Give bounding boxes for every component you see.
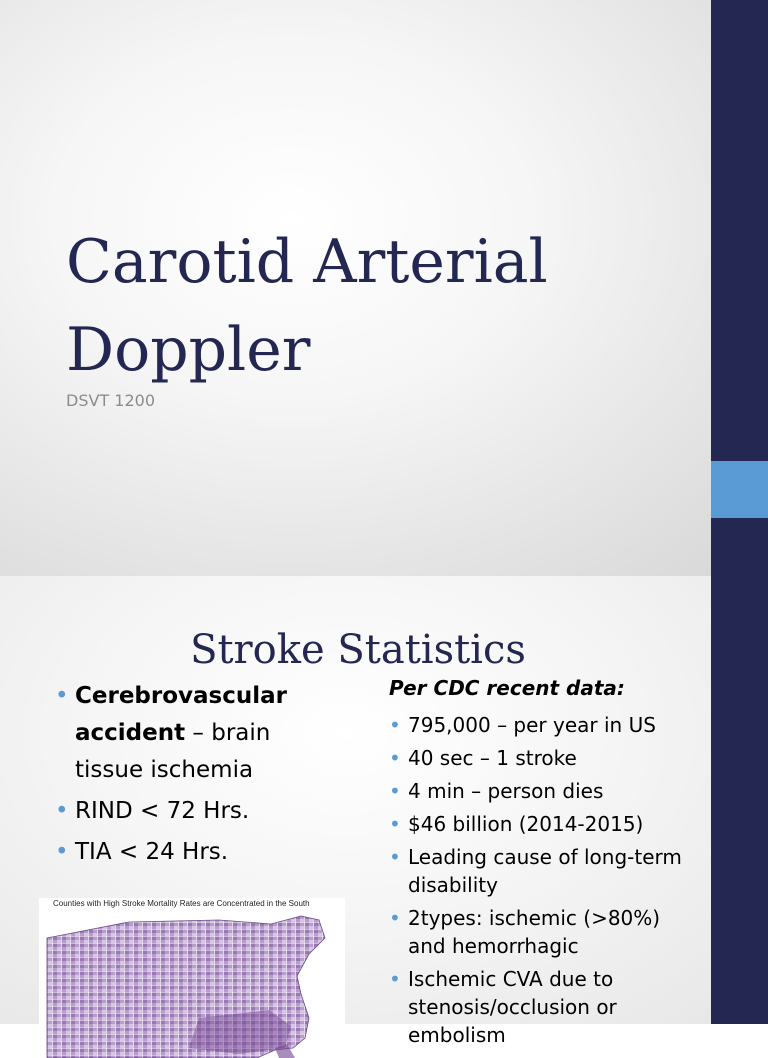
cdc-label: Per CDC recent data:	[389, 676, 625, 700]
bullet-cva	[55, 678, 315, 789]
bullet-stat: • Ischemic CVA due to stenosis/occlusion or embolism	[389, 965, 689, 1049]
us-map-image	[39, 898, 345, 1058]
stroke-mortality-map	[39, 898, 345, 1058]
cva-term: Cerebrovascular accident	[75, 683, 287, 746]
right-bullet-list	[389, 711, 689, 1054]
accent-block	[711, 461, 768, 518]
left-bullet-list	[55, 678, 315, 875]
slide-title	[66, 218, 548, 394]
slide-subtitle: DSVT 1200	[66, 391, 155, 410]
title-line-1: Carotid Arterial	[66, 227, 548, 297]
stats-title: Stroke Statistics	[190, 627, 526, 673]
bullet-tia: • TIA < 24 Hrs.	[55, 834, 315, 871]
bullet-rind: • RIND < 72 Hrs.	[55, 793, 315, 830]
bullet-stat: • $46 billion (2014-2015)	[389, 810, 689, 838]
bullet-stat: • 2types: ischemic (>80%) and hemorrhagic	[389, 904, 689, 960]
bullet-stat: • 40 sec – 1 stroke	[389, 744, 689, 772]
map-title: Counties with High Stroke Mortality Rates are Concentrated in the South	[53, 899, 310, 908]
cva-definition: – brain tissue ischemia	[75, 720, 271, 783]
sidebar-bar-2	[711, 576, 768, 1024]
stats-slide	[0, 576, 768, 1047]
bullet-stat: • 795,000 – per year in US	[389, 711, 689, 739]
title-line-2: Doppler	[66, 315, 311, 385]
bullet-stat: • 4 min – person dies	[389, 777, 689, 805]
bullet-stat: • Leading cause of long-term disability	[389, 843, 689, 899]
